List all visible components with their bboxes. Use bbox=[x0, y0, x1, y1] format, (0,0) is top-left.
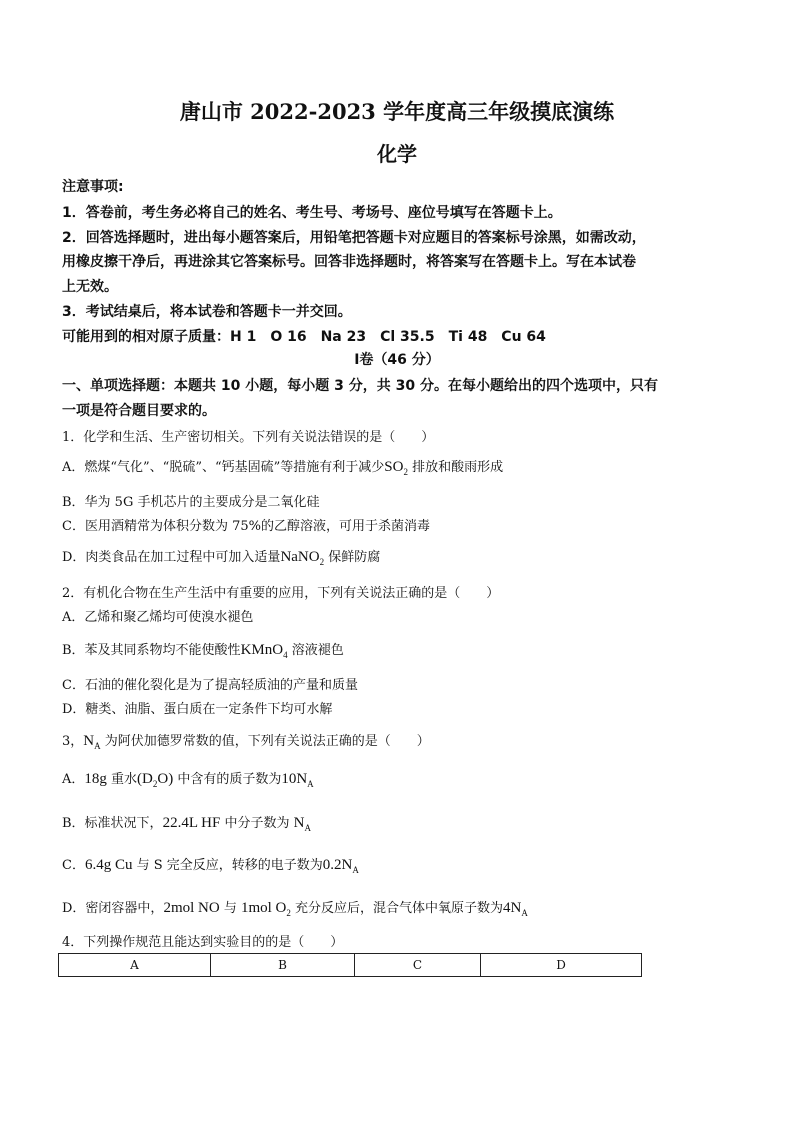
q3-d-formula-1: 2mol NO bbox=[163, 900, 220, 916]
section-title: Ⅰ卷（46 分） bbox=[354, 352, 440, 368]
page-title: 唐山市 2022-2023 学年度高三年级摸底演练 bbox=[179, 99, 615, 124]
q4-stem: 4．下列操作规范且能达到实验目的的是（ ） bbox=[62, 935, 344, 950]
q1-option-a bbox=[62, 456, 503, 477]
notice-heading: 注意事项: bbox=[62, 179, 124, 195]
notice-item-3: 3．考试结桌后，将本试卷和答题卡一并交回。 bbox=[62, 304, 352, 320]
q1-option-c: C．医用酒精常为体积分数为 75%的乙醇溶液，可用于杀菌消毒 bbox=[62, 519, 430, 534]
q1-option-b: B．华为 5G 手机芯片的主要成分是二氧化硅 bbox=[62, 495, 320, 510]
q4-option-b: B bbox=[211, 954, 355, 977]
q1-d-formula: NaNO$_2$ bbox=[280, 549, 325, 567]
q3-stem-formula: $N_A$ bbox=[83, 733, 101, 751]
q3-a-mass: 18g bbox=[84, 771, 107, 787]
q3-c-formula: 6.4g Cu bbox=[84, 857, 133, 873]
section-instructions: 一、单项选择题：本题共 10 小题，每小题 3 分，共 30 分。在每小题给出的四个选项中，只有 bbox=[62, 378, 658, 394]
q3-option-c bbox=[62, 854, 359, 875]
q3-d-value: $4N_A$ bbox=[503, 900, 528, 918]
q2-option-c: C．石油的催化裂化是为了提高轻质油的产量和质量 bbox=[62, 678, 358, 693]
q1-a-formula: $SO_2$ bbox=[384, 459, 408, 477]
q3-a-text: 重水 bbox=[106, 772, 138, 787]
q4-options-row bbox=[59, 954, 642, 977]
q3-b-text: B．标准状况下， bbox=[62, 816, 163, 831]
q1-stem: 1．化学和生活、生产密切相关。下列有关说法错误的是（ ） bbox=[62, 430, 435, 445]
q2-option-d: D．糖类、油脂、蛋白质在一定条件下均可水解 bbox=[62, 702, 333, 717]
q2-b-text-end: 溶液褪色 bbox=[287, 643, 344, 658]
q1-a-text-end: 排放和酸雨形成 bbox=[407, 460, 504, 475]
q1-d-text-end: 保鲜防腐 bbox=[324, 550, 381, 565]
q1-a-text: A．燃煤“气化”、“脱硫”、“钙基固硫”等措施有利于减少 bbox=[62, 460, 385, 475]
q3-c-value: $0.2N_A$ bbox=[322, 857, 359, 875]
q3-d-text-2: 与 bbox=[219, 901, 241, 916]
q2-option-b bbox=[62, 639, 344, 660]
notice-item-1: 1．答卷前，考生务必将自己的姓名、考生号、考场号、座位号填写在答题卡上。 bbox=[62, 205, 562, 221]
q2-stem: 2．有机化合物在生产生活中有重要的应用，下列有关说法正确的是（ ） bbox=[62, 586, 500, 601]
q2-b-text: B．苯及其同系物均不能使酸性 bbox=[62, 643, 241, 658]
q3-a-text-2: 中含有的质子数为 bbox=[173, 772, 282, 787]
q3-option-a bbox=[62, 768, 314, 789]
q4-option-d: D bbox=[481, 954, 642, 977]
q1-option-d bbox=[62, 546, 380, 567]
q3-stem-text: 为阿伏加德罗常数的值，下列有关说法正确的是（ ） bbox=[100, 734, 430, 749]
q3-b-value: $N_A$ bbox=[293, 815, 311, 833]
notice-item-2: 2．回答选择题时，进出每小题答案后，用铅笔把答题卡对应题目的答案标号涂黑，如需改动， bbox=[62, 230, 646, 246]
q4-option-a: A bbox=[59, 954, 211, 977]
q3-c-text: 与 S 完全反应，转移的电子数为 bbox=[132, 858, 323, 873]
q3-a-formula: $(D_2O)$ bbox=[137, 771, 174, 789]
q3-b-formula: 22.4L HF bbox=[162, 815, 221, 831]
q3-d-text-3: 充分反应后，混合气体中氧原子数为 bbox=[290, 901, 504, 916]
q3-a-value: $10N_A$ bbox=[281, 771, 314, 789]
q4-option-c: C bbox=[355, 954, 481, 977]
section-instructions-cont: 一项是符合题目要求的。 bbox=[62, 403, 216, 419]
q2-b-formula: KMnO$_4$ bbox=[240, 642, 288, 660]
q1-d-text: D．肉类食品在加工过程中可加入适量 bbox=[62, 550, 281, 565]
q4-options-table bbox=[58, 953, 642, 977]
subject-title: 化学 bbox=[377, 142, 417, 166]
notice-item-2-cont: 用橡皮擦干净后，再进涂其它答案标号。回答非选择题时，将答案写在答题卡上。写在本试卷 bbox=[62, 254, 636, 270]
q3-d-formula-2: 1mol $O_2$ bbox=[240, 900, 291, 918]
q3-c-label: C． bbox=[62, 858, 85, 873]
q3-b-text-2: 中分子数为 bbox=[220, 816, 294, 831]
q3-d-text: D．密闭容器中， bbox=[62, 901, 164, 916]
q3-option-d bbox=[62, 897, 528, 918]
q3-stem bbox=[62, 730, 430, 751]
q3-stem-number: 3， bbox=[62, 734, 84, 749]
atomic-mass-line: 可能用到的相对原子质量：H 1 O 16 Na 23 Cl 35.5 Ti 48 Cu 64 bbox=[62, 329, 546, 345]
q3-option-b bbox=[62, 812, 311, 833]
q3-a-label: A． bbox=[62, 772, 85, 787]
q2-option-a: A．乙烯和聚乙烯均可使溴水褪色 bbox=[62, 610, 254, 625]
notice-item-2-end: 上无效。 bbox=[62, 279, 118, 295]
